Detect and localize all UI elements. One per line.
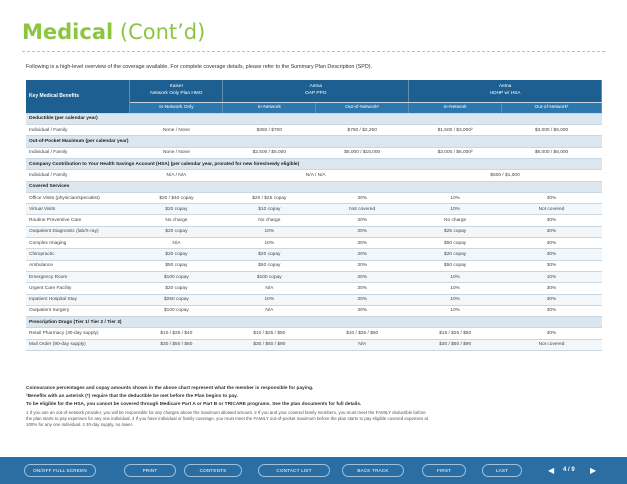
table-row: Individual / Family N/A / N/A N/A / N/A $500 / $1,000 [26, 170, 602, 181]
last-button[interactable]: LAST [482, 464, 522, 477]
fine-print-2: the plan starts to pay expenses for any one individual. 3 If you have individual or family coverage, you must meet the FAMILY out-of-pocket maximum before the plan starts to pay eligible covered expenses at [26, 415, 429, 421]
table-row: Mail Order (90-day supply) $30 / $50 / $80 $30 / $50 / $90 N/A $30 / $50 / $90 Not covered [26, 339, 602, 350]
table-row: Urgent Care Facility $20 copay N/A 30% 10% 30% [26, 283, 602, 294]
aetna-hdhp-header: Aetna HDHP w/ HSA [409, 80, 602, 102]
note-coinsurance: Coinsurance percentages and copay amounts shown in the above chart represent what the member is responsible for paying. [26, 386, 314, 391]
table-row: Outpatient Diagnostic (lab/X-ray) $20 copay 10% 30% $25 copay 30% [26, 226, 602, 237]
kaiser-plan-header: Kaiser Network Only Plan HMO [130, 80, 223, 102]
section-covered: Covered Services [26, 181, 602, 192]
contents-button[interactable]: CONTENTS [184, 464, 242, 477]
page-title: Medical (Cont’d) [22, 20, 206, 44]
page-indicator: 4 / 9 [563, 467, 575, 473]
fine-print-3: 100% for any one individual. 4 30-day supply, no lower. [26, 421, 134, 427]
prev-page-icon[interactable]: ◀ [548, 466, 555, 475]
table-row: Chiropractic $20 copay $20 copay 30% $20 copay 30% [26, 249, 602, 260]
table-row: Retail Pharmacy (30-day supply) $10 / $25 / $40 $10 / $25 / $50 $10 / $25 / $50 $15 / $25 / $50 30% [26, 328, 602, 339]
table-row: Virtual Visits $20 copay $10 copay Not covered 10% Not covered [26, 204, 602, 215]
table-row: Complex Imaging N/A 10% 30% $50 copay 30% [26, 238, 602, 249]
title-divider [22, 51, 605, 52]
print-button[interactable]: PRINT [124, 464, 176, 477]
ppo-out-network: Out-of-Network¹ [316, 102, 409, 113]
fine-print-1: 1 If you use an out-of-network provider, you will be responsible for any charges above the maximum allowed amount. 2 If you and your covered family members, you must meet the FAMILY deductible before [26, 409, 426, 415]
footnotes [26, 385, 606, 428]
footer-nav-bar [0, 457, 627, 484]
table-row: Routine Preventive Care No charge No charge 30% No charge 30% [26, 215, 602, 226]
aetna-ppo-header: Aetna OAP PPO [223, 80, 409, 102]
table-row: Individual / Family None / None $2,500 / $5,000 $5,000 / $15,000 $3,000 / $6,000² $6,000 / $6,000 [26, 147, 602, 158]
hdhp-in-network: In-Network [409, 102, 502, 113]
key-benefits-header: Key Medical Benefits [26, 80, 130, 113]
kaiser-in-network: In-Network Only [130, 102, 223, 113]
section-rx: Prescription Drugs (Tier 1/ Tier 2 / Tier 3) [26, 317, 602, 328]
benefits-table [26, 80, 602, 351]
note-hsa-eligibility: To be eligible for the HSA, you cannot be covered through Medicare Part A or Part B or TRICARE programs. See the plan documents for full details. [26, 402, 362, 408]
ppo-in-network: In-Network [223, 102, 316, 113]
section-hsa: Company Contribution to Your Health Savings Account (HSA) (per calendar year, prorated for new hires/newly eligible) [26, 158, 602, 169]
table-row: Individual / Family None / None $350 / $700 $750 / $2,250 $1,500 / $3,000² $3,000 / $6,000 [26, 125, 602, 136]
first-button[interactable]: FIRST [422, 464, 466, 477]
contact-list-button[interactable]: CONTACT LIST [258, 464, 330, 477]
back-track-button[interactable]: BACK TRACK [342, 464, 404, 477]
fullscreen-button[interactable]: ON/OFF FULL SCREEN [24, 464, 96, 477]
table-row: Ambulance $50 copay $50 copay 30% $50 copay 30% [26, 260, 602, 271]
section-oop: Out-of-Pocket Maximum (per calendar year) [26, 136, 602, 147]
next-page-icon[interactable]: ▶ [590, 466, 597, 475]
intro-text: Following is a high-level overview of the coverage available. For complete coverage details, please refer to the Summary Plan Description (SPD). [26, 64, 373, 70]
note-asterisk: ²Benefits with an asterisk (*) require that the deductible be met before the Plan begins to pay. [26, 394, 238, 400]
table-row: Emergency Room $100 copay $100 copay 30% 10% 10% [26, 271, 602, 282]
table-row: Office Visits (physician/specialist) $20 / $40 copay $20 / $25 copay 30% 10% 30% [26, 192, 602, 203]
table-row: Outpatient Surgery $100 copay N/A 30% 10% 30% [26, 305, 602, 316]
table-row: Inpatient Hospital Stay $250 copay 10% 30% 10% 30% [26, 294, 602, 305]
section-deductible: Deductible (per calendar year) [26, 113, 602, 124]
hdhp-out-network: Out-of-Network¹ [502, 102, 602, 113]
